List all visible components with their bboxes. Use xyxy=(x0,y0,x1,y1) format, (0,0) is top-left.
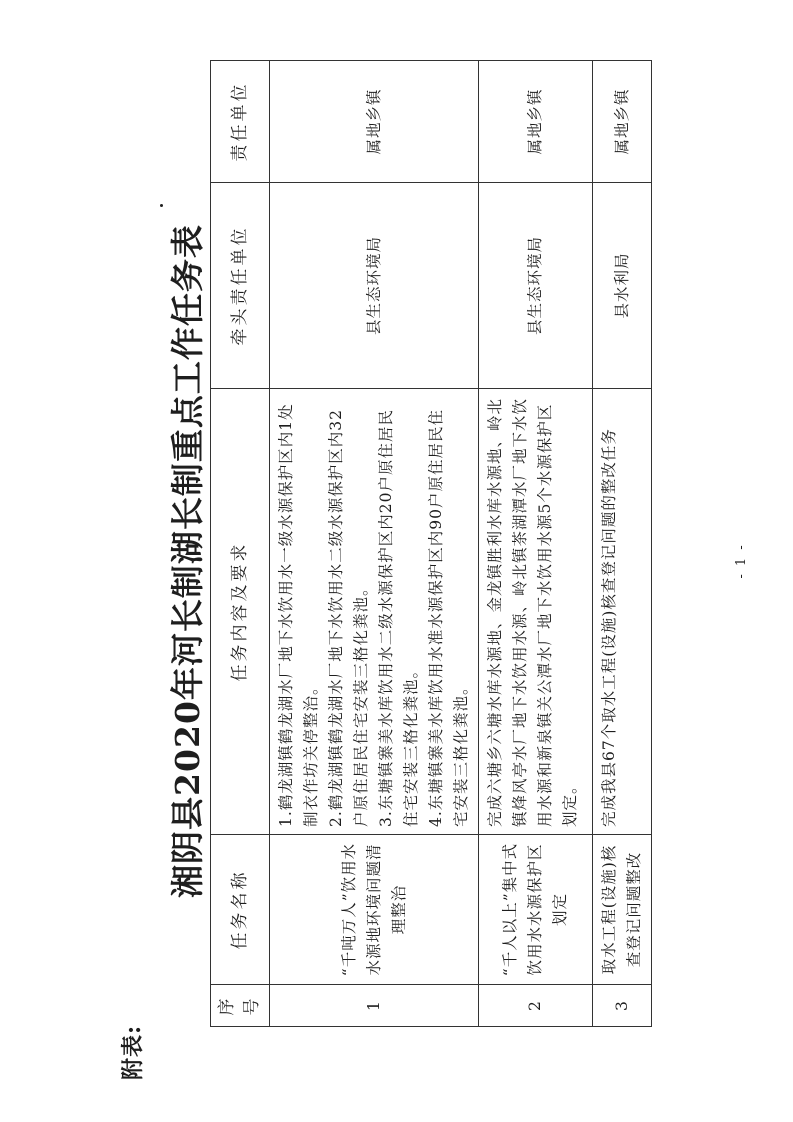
task-table xyxy=(210,60,652,1027)
responsible-unit: 属地乡镇 xyxy=(593,61,652,183)
header-no: 序号 xyxy=(211,985,270,1027)
scan-speck xyxy=(160,204,163,207)
task-requirements xyxy=(479,389,593,835)
table-row xyxy=(270,61,479,1027)
table-row xyxy=(479,61,593,1027)
header-lead-unit: 牵头责任单位 xyxy=(211,183,270,389)
task-name: “千人以上”集中式饮用水水源保护区划定 xyxy=(479,835,593,985)
row-number: 3 xyxy=(593,985,652,1027)
lead-unit: 县生态环境局 xyxy=(270,183,479,389)
page-number: - 1 - xyxy=(734,543,749,579)
requirement-item: 完成我县67个取水工程(设施)核查登记问题的整改任务 xyxy=(600,428,618,827)
header-task-name: 任务名称 xyxy=(211,835,270,985)
row-number: 2 xyxy=(479,985,593,1027)
requirement-item: 完成六塘乡六塘水库水源地、金龙镇胜利水库水源地、岭北镇烽风亭水厂地下水饮用水源、岭北镇茶湖潭水厂地下水饮用水源和新泉镇关公潭水厂地下水饮用水源5个水源保护区划定。 xyxy=(486,397,579,827)
requirement-item: 1.鹤龙湖镇鹤龙湖水厂地下水饮用水一级水源保护区内1处制衣作坊关停整治。 xyxy=(277,403,320,827)
header-responsible-unit: 责任单位 xyxy=(211,61,270,183)
row-number: 1 xyxy=(270,985,479,1027)
lead-unit: 县生态环境局 xyxy=(479,183,593,389)
requirement-item: 3.东塘镇寨美水库饮用水二级水源保护区内20户原住居民住宅安装三格化粪池。 xyxy=(377,408,420,827)
responsible-unit: 属地乡镇 xyxy=(479,61,593,183)
header-requirements: 任务内容及要求 xyxy=(211,389,270,835)
attachment-label: 附表: xyxy=(120,1024,146,1080)
lead-unit: 县水利局 xyxy=(593,183,652,389)
task-requirements xyxy=(593,389,652,835)
task-name: “千吨万人”饮用水水源地环境问题清理整治 xyxy=(270,835,479,985)
responsible-unit: 属地乡镇 xyxy=(270,61,479,183)
page-title: 湘阴县2020年河长制湖长制重点工作任务表 xyxy=(168,224,207,898)
task-requirements xyxy=(270,389,479,835)
requirement-item: 2.鹤龙湖镇鹤龙湖水厂地下水饮用水二级水源保护区内32户原住居民住宅安装三格化粪池。 xyxy=(327,408,370,827)
requirement-item: 4.东塘镇寨美水库饮用水准水源保护区内90户原住居民住宅安装三格化粪池。 xyxy=(427,408,470,827)
task-name: 取水工程(设施)核查登记问题整改 xyxy=(593,835,652,985)
table-row xyxy=(593,61,652,1027)
table-header-row xyxy=(211,61,270,1027)
